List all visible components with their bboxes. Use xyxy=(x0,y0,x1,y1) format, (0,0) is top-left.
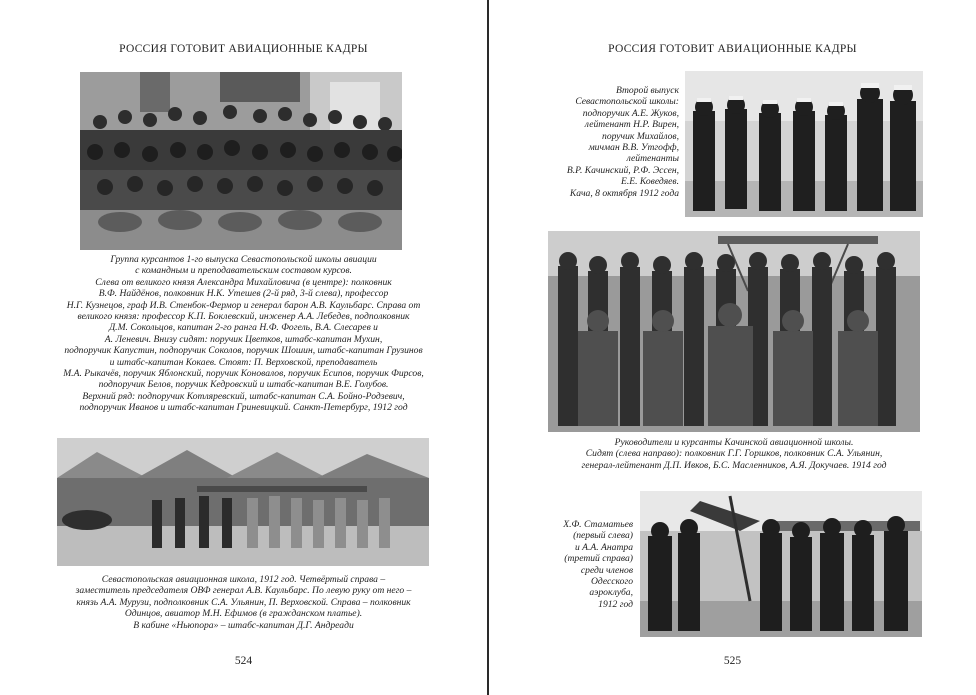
caption-line: Х.Ф. Стаматьев xyxy=(563,519,633,530)
caption-sevastopol-airfield xyxy=(30,574,457,631)
caption-line: А. Леневич. Внизу сидят: поручик Цветков, штабс-капитан Мухин, xyxy=(104,333,383,345)
caption-line: Руководители и курсанты Качинской авиационной школы. xyxy=(614,437,854,448)
caption-line: Одесского xyxy=(590,576,633,588)
caption-line: великого князя: профессор К.П. Боклевский, инженер А.А. Лебедев, подполковник xyxy=(77,311,410,323)
caption-line: Верхний ряд: подпоручик Котляревский, штабс-капитан С.А. Бойно-Родзевич, xyxy=(82,390,405,402)
caption-line: подпоручик Иванов и штабс-капитан Гриневицкий. Санкт-Петербург, 1912 год xyxy=(79,402,408,414)
caption-line: Д.М. Сокольцов, капитан 2-го ранга Н.Ф. Фогель, В.А. Слесарев и xyxy=(109,322,378,334)
caption-line: Слева от великого князя Александра Михайловича (в центре): полковник xyxy=(95,276,392,288)
caption-line: подпоручик Капустин, подпоручик Соколов, поручик Шошин, штабс-капитан Грузинов xyxy=(64,345,423,357)
caption-line: (первый слева) xyxy=(573,530,633,542)
caption-group-cadets xyxy=(30,254,457,414)
caption-line: Е.Е. Коведяев. xyxy=(620,176,679,188)
running-head-left: РОССИЯ ГОТОВИТ АВИАЦИОННЫЕ КАДРЫ xyxy=(119,43,368,55)
caption-line: В кабине «Ньюпора» – штабс-капитан Д.Г. Андреади xyxy=(133,619,354,631)
photo-odessa-aeroclub-image xyxy=(640,491,922,637)
photo-group-cadets-indoor-image xyxy=(80,72,402,250)
photo-odessa-aeroclub xyxy=(640,491,922,637)
caption-line: мичман В.В. Утгофф, xyxy=(588,142,679,154)
caption-line: М.А. Рыкачёв, поручик Яблонский, поручик Коновалов, поручик Есипов, поручик Фирсов, xyxy=(63,368,424,380)
caption-line: аэроклуба, xyxy=(589,587,633,599)
caption-line: поручик Михайлов, xyxy=(602,130,679,142)
photo-kacha-school-image xyxy=(548,231,920,432)
caption-line: среди членов xyxy=(580,564,633,576)
caption-line: Н.Г. Кузнецов, граф И.В. Стенбок-Фермор и генерал барон А.В. Каульбарс. Справа от xyxy=(66,299,421,311)
caption-line: (третий справа) xyxy=(564,553,633,565)
caption-line: Севастопольской школы: xyxy=(575,96,679,108)
caption-line: Одинцов, авиатор М.Н. Ефимов (в гражданском платье). xyxy=(124,608,363,620)
caption-line: Группа курсантов 1-го выпуска Севастопольской школы авиации xyxy=(110,254,377,265)
caption-kacha-school xyxy=(529,437,939,471)
caption-line: 1912 год xyxy=(598,598,633,610)
caption-odessa-aeroclub xyxy=(529,519,633,610)
caption-line: Второй выпуск xyxy=(616,85,679,96)
caption-line: с командным и преподавательским составом курсов. xyxy=(135,265,352,277)
page-number-right: 525 xyxy=(723,655,742,667)
left-page xyxy=(0,0,487,695)
caption-line: Сидят (слева направо): полковник Г.Г. Горшков, полковник С.А. Ульянин, xyxy=(585,448,883,460)
photo-sevastopol-airfield-image xyxy=(57,438,429,566)
caption-line: генерал-лейтенант Д.П. Ивков, Б.С. Масленников, А.Я. Докучаев. 1914 год xyxy=(581,459,887,471)
caption-line: Кача, 8 октября 1912 года xyxy=(569,187,679,199)
right-page xyxy=(489,0,976,695)
running-head-right: РОССИЯ ГОТОВИТ АВИАЦИОННЫЕ КАДРЫ xyxy=(608,43,857,55)
caption-line: лейтенант Н.Р. Вирен, xyxy=(584,119,679,131)
caption-line: подпоручик Белов, поручик Кедровский и штабс-капитан В.Е. Голубов. xyxy=(98,379,389,391)
caption-line: В.Р. Качинский, Р.Ф. Эссен, xyxy=(566,164,679,176)
caption-line: и А.А. Анатра xyxy=(574,541,633,553)
caption-second-graduation xyxy=(529,85,679,199)
caption-line: и штабс-капитан Кокаев. Стоят: П. Верховской, преподаватель xyxy=(109,356,378,368)
photo-group-cadets-indoor xyxy=(80,72,402,250)
caption-line: подпоручик А.Е. Жуков, xyxy=(582,107,679,119)
caption-line: заместитель председателя ОВФ генерал А.В. Каульбарс. По левую руку от него – xyxy=(75,585,412,597)
caption-line: В.Ф. Найдёнов, полковник Н.К. Утешев (2-й ряд, 3-й слева), профессор xyxy=(98,288,389,300)
photo-kacha-school xyxy=(548,231,920,432)
page-number-left: 524 xyxy=(234,655,253,667)
caption-line: князь А.А. Мурузи, подполковник С.А. Ульянин, П. Верховской. Справа – полковник xyxy=(76,596,411,608)
photo-second-graduation-image xyxy=(685,71,923,217)
caption-line: лейтенанты xyxy=(626,153,679,165)
caption-line: Севастопольская авиационная школа, 1912 год. Четвёртый справа – xyxy=(101,574,386,585)
photo-second-graduation xyxy=(685,71,923,217)
photo-sevastopol-airfield xyxy=(57,438,429,566)
